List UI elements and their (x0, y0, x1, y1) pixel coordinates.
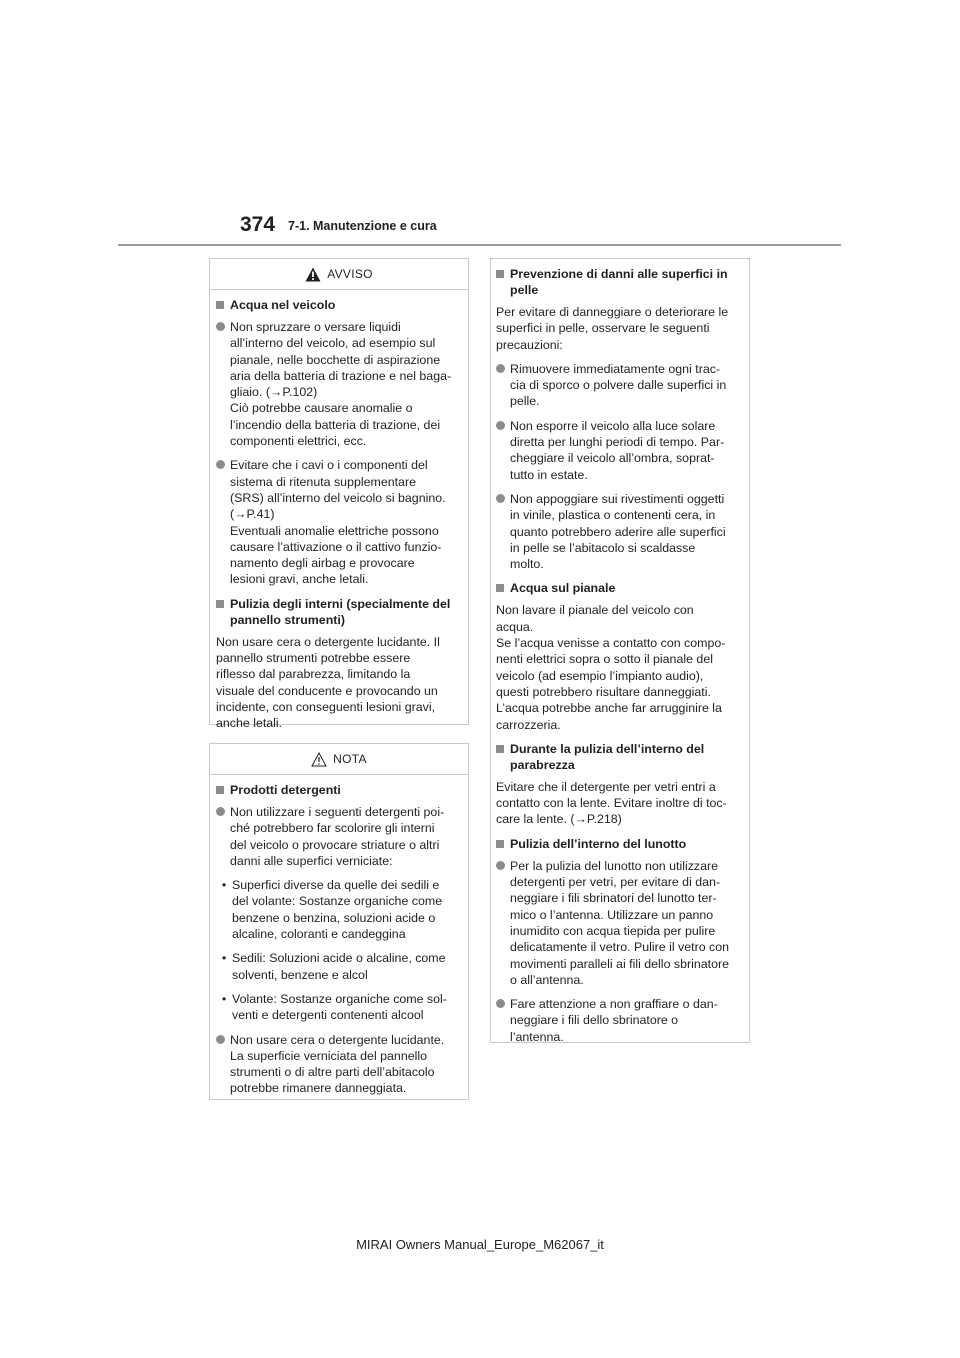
heading-text: Acqua nel veicolo (230, 298, 336, 312)
bullet-dot (216, 460, 225, 469)
avviso-body (210, 290, 468, 732)
heading-text: Prevenzione di danni alle superfici in pelle (510, 267, 728, 297)
bullet-text: Rimuovere immediatamente ogni trac- cia di sporco o polvere dalle superfici in pelle. (510, 361, 727, 409)
dash-text: Sedili: Soluzioni acide o alcaline, come solventi, benzene e alcol (232, 951, 446, 982)
heading-square-marker (216, 600, 224, 608)
bullet-dot (496, 421, 505, 430)
paragraph: Non lavare il pianale del veicolo con acqua. Se l’acqua venisse a contatto con compo- nenti elettrici sopra o sotto il pianale del veicolo (ad esempio l’impianto audio), questi potrebbero risultare danneggiati. L’acqua potrebbe anche far arrugginire la carrozzeria. (496, 603, 726, 732)
bullet-text: Non appoggiare sui rivestimenti oggetti in vinile, plastica o contenenti cera, in quanto potrebbero aderire alle superfici in pelle se l’abitacolo si scaldasse molto. (510, 491, 726, 572)
heading-square-marker (496, 840, 504, 848)
bullet-text: Fare attenzione a non graffiare o dan- neggiare i fili dello sbrinatore o l’antenna. (510, 997, 718, 1044)
bullet-dot (496, 861, 505, 870)
dash-marker: • (221, 991, 227, 1006)
heading-square-marker (496, 270, 504, 278)
heading-text: Acqua sul pianale (510, 581, 616, 596)
nota-dash-item (216, 991, 461, 1024)
nota-box (209, 743, 469, 1100)
bullet-item (496, 418, 741, 483)
bullet-item (496, 491, 741, 572)
bullet-text: Evitare che i cavi o i componenti del sistema di ritenuta supplementare (SRS) all’interno del veicolo si bagnino. (→P.41) Eventuali anomalie elettriche possono causare l’attivazione o il cattivo funzio- namento degli airbag e provocare lesioni gravi, anche letali. (230, 458, 446, 587)
bullet-text: Non spruzzare o versare liquidi all’interno del veicolo, ad esempio sul pianale, nelle bocchette di aspirazione aria della batteria di trazione e nel baga- gliaio. (→P.102) Ciò potrebbe causare anomalie o l’incendio della batteria di trazione, dei componenti elettrici, ecc. (230, 320, 452, 449)
bullet-text: Per la pulizia del lunotto non utilizzare detergenti per vetri, per evitare di dan- neggiare i fili sbrinatori del lunotto ter- mico o l’antenna. Utilizzare un panno inumidito con acqua tiepida per pulire delicatamente il vetro. Pulire il vetro con movimenti paralleli ai fili dello sbrinatore o all’antenna. (510, 858, 730, 987)
bullet-text: Non esporre il veicolo alla luce solare diretta per lunghi periodi di tempo. Par- cheggiare il veicolo all’ombra, soprat- tutto in estate. (510, 418, 725, 482)
bullet-text: Non utilizzare i seguenti detergenti poi- ché potrebbero far scolorire gli interni del veicolo o provocare striature o altri danni alle superfici verniciate: (230, 805, 445, 868)
avviso-heading-pulizia (216, 596, 461, 628)
heading-pelle (496, 266, 741, 298)
avviso-paragraph: Non usare cera o detergente lucidante. Il pannello strumenti potrebbe essere riflesso dal parabrezza, limitando la visuale del conducente e provocando un incidente, con conseguenti lesioni gravi, anche letali. (216, 634, 440, 731)
bullet-item (496, 361, 741, 410)
heading-square-marker (216, 301, 224, 309)
section-title: 7-1. Manutenzione e cura (288, 219, 437, 233)
nota-header (210, 744, 468, 775)
bullet-dot (496, 494, 505, 503)
avviso-header (210, 259, 468, 290)
avviso-heading-acqua (216, 297, 461, 313)
avviso-bullet (216, 457, 461, 587)
paragraph: Per evitare di danneggiare o deteriorare le superfici in pelle, osservare le seguenti precauzioni: (496, 305, 729, 352)
dash-marker: • (221, 951, 227, 966)
bullet-dot (496, 364, 505, 373)
avviso-title: AVVISO (327, 267, 373, 281)
dash-marker: • (221, 878, 227, 893)
bullet-dot (216, 1035, 225, 1044)
nota-heading-prodotti (216, 782, 461, 798)
heading-text: Prodotti detergenti (230, 783, 341, 797)
footer-manual-name: MIRAI Owners Manual_Europe_M62067_it (356, 1237, 604, 1252)
heading-square-marker (496, 584, 504, 592)
paragraph: Evitare che il detergente per vetri entri a contatto con la lente. Evitare inoltre di toc- care la lente. (→P.218) (496, 779, 727, 827)
nota-title: NOTA (333, 752, 367, 766)
heading-text: Pulizia dell’interno del lunotto (510, 836, 687, 851)
bullet-dot (216, 807, 225, 816)
bullet-item (496, 996, 741, 1045)
dash-text: Volante: Sostanze organiche come sol- venti e detergenti contenenti alcool (232, 991, 447, 1023)
avviso-box (209, 258, 469, 731)
nota-body (210, 775, 468, 1097)
heading-square-marker (216, 786, 224, 794)
warning-triangle-filled-icon (305, 267, 321, 282)
heading-text: Pulizia degli interni (specialmente del pannello strumenti) (230, 596, 451, 627)
heading-square-marker (496, 745, 504, 753)
bullet-item (496, 858, 741, 988)
header-divider (118, 244, 841, 246)
heading-text: Durante la pulizia dell’interno del parabrezza (510, 741, 705, 772)
bullet-text: Non usare cera o detergente lucidante. La superficie verniciata del pannello strumenti o di altre parti dell’abitacolo potrebbe rimanere danneggiata. (230, 1032, 445, 1096)
avviso-bullet (216, 319, 461, 449)
page-number: 374 (240, 213, 276, 236)
heading-parabrezza (496, 741, 741, 773)
nota-bullet (216, 804, 461, 869)
right-column-box (490, 258, 750, 1043)
nota-bullet (216, 1032, 461, 1097)
bullet-dot (496, 999, 505, 1008)
dash-text: Superfici diverse da quelle dei sedili e del volante: Sostanze organiche come benzene o benzina, soluzioni acide o alcaline, coloranti e candeggina (232, 878, 443, 942)
nota-dash-item (216, 950, 461, 983)
caution-triangle-outline-icon (311, 752, 327, 767)
nota-dash-item (216, 877, 461, 942)
heading-acqua-pianale (496, 580, 741, 596)
heading-lunotto (496, 836, 741, 852)
bullet-dot (216, 322, 225, 331)
